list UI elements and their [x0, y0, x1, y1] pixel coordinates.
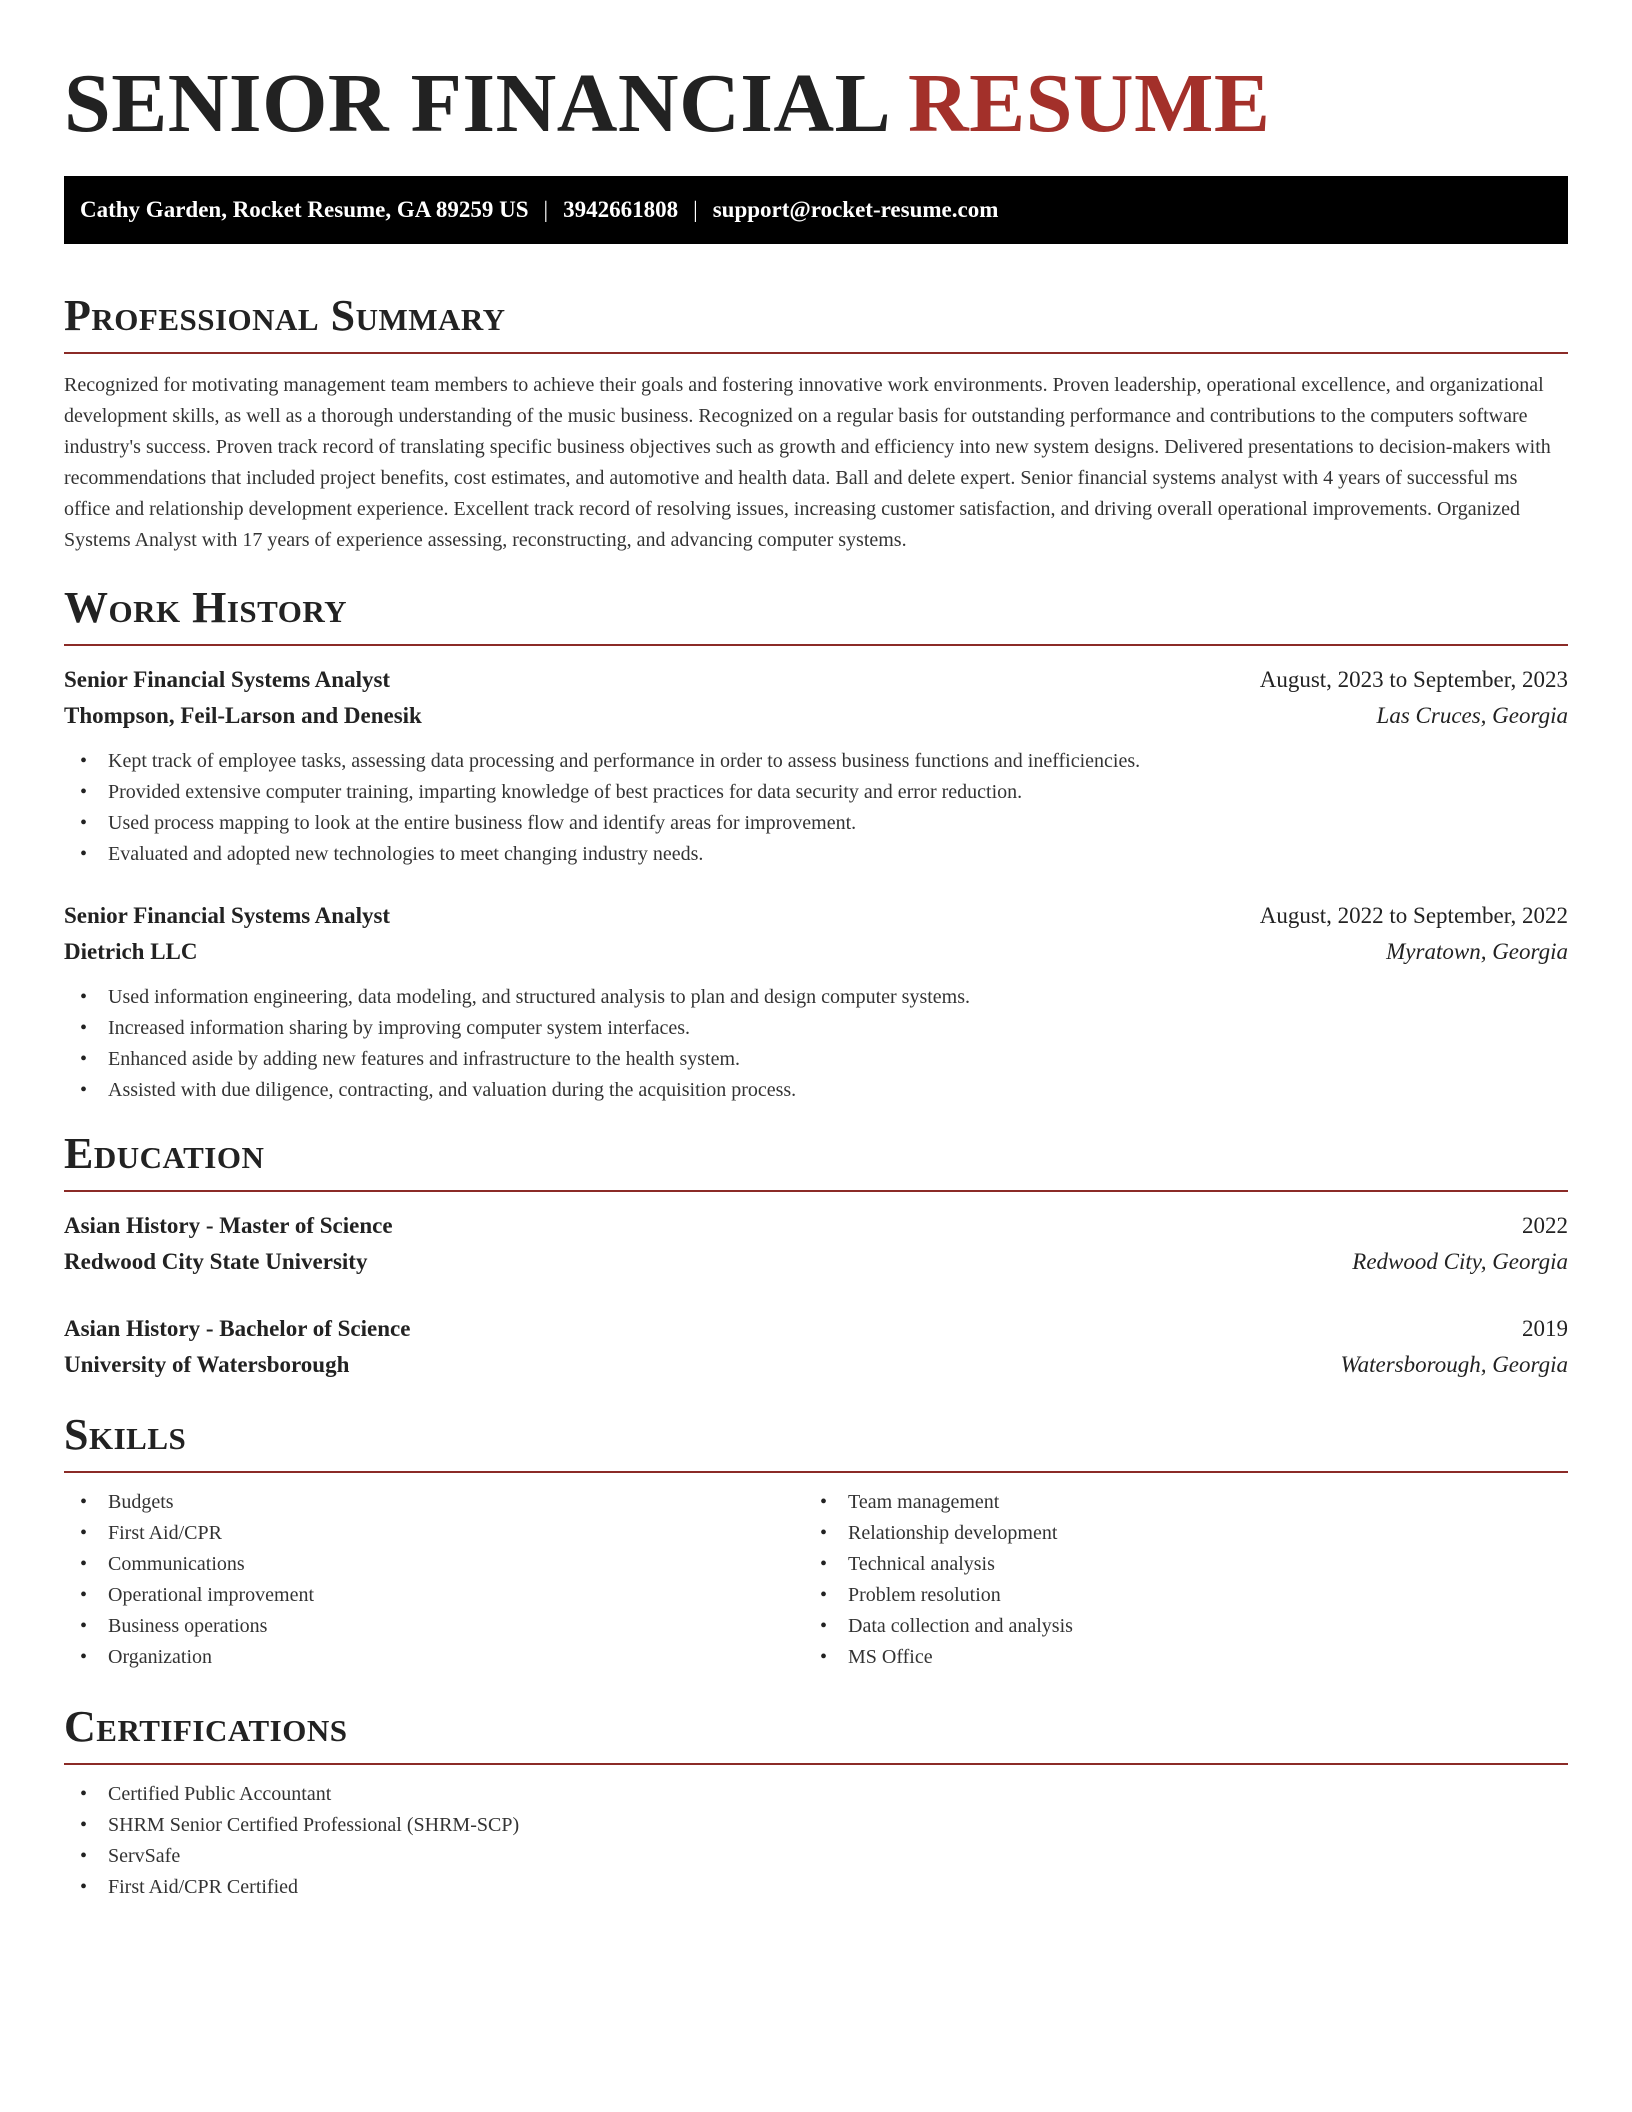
job-duty-item: • Evaluated and adopted new technologies to meet changing industry needs. — [64, 839, 1568, 870]
job-title: Senior Financial Systems Analyst — [64, 667, 391, 692]
job-duty-item: • Used process mapping to look at the entire business flow and identify areas for improvement. — [64, 808, 1568, 839]
education-location: Watersborough, Georgia — [1340, 1352, 1568, 1377]
title-accent: RESUME — [908, 57, 1271, 150]
job-header-row — [64, 662, 1568, 698]
skill-item: • Problem resolution — [804, 1580, 1544, 1611]
skills-heading: Skills — [64, 1410, 187, 1459]
job-duty-item: • Increased information sharing by improving computer system interfaces. — [64, 1013, 1568, 1044]
education-heading: Education — [64, 1129, 265, 1178]
summary-text: Recognized for motivating management team members to achieve their goals and fostering innovative work environments. Proven leadership, operational excellence, and organizational development skills, as well as a thorough understanding of the music business. Recognized on a regular basis for outstanding performance and contributions to the computers software industry's success. Proven track record of translating specific business objectives such as growth and efficiency into new system designs. Delivered presentations to decision-makers with recommendations that included project benefits, cost estimates, and automotive and health data. Ball and delete expert. Senior financial systems analyst with 4 years of successful ms office and relationship development experience. Excellent track record of resolving issues, increasing customer satisfaction, and driving overall operational improvements. Organized Systems Analyst with 17 years of experience assessing, reconstructing, and advancing computer systems. — [64, 374, 1551, 551]
job-duty-item: • Used information engineering, data modeling, and structured analysis to plan and design computer systems. — [64, 982, 1568, 1013]
education-location: Redwood City, Georgia — [1352, 1249, 1568, 1274]
education-degree-row — [64, 1311, 1568, 1347]
skill-item: • MS Office — [804, 1642, 1544, 1673]
skills-grid — [64, 1487, 1568, 1673]
certifications-heading: Certifications — [64, 1702, 348, 1751]
education-degree: Asian History - Bachelor of Science — [64, 1316, 411, 1341]
skill-item: • Budgets — [64, 1487, 804, 1518]
job-duties — [64, 982, 1568, 1106]
job-company: Thompson, Feil-Larson and Denesik — [64, 703, 422, 728]
summary-heading: Professional Summary — [64, 291, 506, 340]
skill-item: • Technical analysis — [804, 1549, 1544, 1580]
job-duties — [64, 746, 1568, 870]
job-entry — [64, 898, 1568, 1106]
section-divider — [64, 1471, 1568, 1473]
resume-title — [64, 0, 1568, 176]
section-divider — [64, 1190, 1568, 1192]
summary-section — [64, 290, 1568, 556]
skill-item: • Data collection and analysis — [804, 1611, 1544, 1642]
contact-email[interactable]: support@rocket-resume.com — [712, 197, 999, 222]
job-duty-item: • Enhanced aside by adding new features and infrastructure to the health system. — [64, 1044, 1568, 1075]
education-section — [64, 1128, 1568, 1383]
skill-item: • Relationship development — [804, 1518, 1544, 1549]
contact-separator: | — [543, 197, 549, 222]
education-degree-row — [64, 1208, 1568, 1244]
job-dates: August, 2023 to September, 2023 — [1259, 667, 1568, 692]
job-location: Myratown, Georgia — [1386, 939, 1568, 964]
education-year: 2019 — [1522, 1316, 1568, 1341]
contact-phone: 3942661808 — [563, 197, 679, 222]
job-company: Dietrich LLC — [64, 939, 198, 964]
certification-item: • ServSafe — [64, 1841, 1568, 1872]
skill-item: • Team management — [804, 1487, 1544, 1518]
job-entry — [64, 662, 1568, 870]
skill-item: • Communications — [64, 1549, 804, 1580]
certification-item: • First Aid/CPR Certified — [64, 1872, 1568, 1903]
skill-item: • Business operations — [64, 1611, 804, 1642]
title-main: SENIOR FINANCIAL — [64, 57, 887, 150]
job-company-row — [64, 934, 1568, 970]
job-header-row — [64, 898, 1568, 934]
work-history-heading: Work History — [64, 583, 348, 632]
contact-separator: | — [693, 197, 698, 222]
certifications-section — [64, 1701, 1568, 1903]
education-school-row — [64, 1244, 1568, 1280]
education-school-row — [64, 1347, 1568, 1383]
certifications-list — [64, 1779, 1568, 1903]
education-entry — [64, 1208, 1568, 1280]
certification-item: • SHRM Senior Certified Professional (SHRM-SCP) — [64, 1810, 1568, 1841]
contact-address: Cathy Garden, Rocket Resume, GA 89259 US — [80, 197, 529, 222]
job-title: Senior Financial Systems Analyst — [64, 903, 391, 928]
skill-item: • Operational improvement — [64, 1580, 804, 1611]
skills-list-left — [64, 1487, 804, 1673]
section-divider — [64, 1763, 1568, 1765]
section-divider — [64, 644, 1568, 646]
contact-bar — [64, 176, 1568, 244]
section-divider — [64, 352, 1568, 354]
education-school: Redwood City State University — [64, 1249, 368, 1274]
education-degree: Asian History - Master of Science — [64, 1213, 393, 1238]
job-company-row — [64, 698, 1568, 734]
job-location: Las Cruces, Georgia — [1376, 703, 1568, 728]
skills-list-right — [804, 1487, 1544, 1673]
education-year: 2022 — [1522, 1213, 1568, 1238]
work-history-section — [64, 582, 1568, 1106]
job-duty-item: • Assisted with due diligence, contracting, and valuation during the acquisition process. — [64, 1075, 1568, 1106]
education-entry — [64, 1311, 1568, 1383]
skills-section — [64, 1409, 1568, 1673]
job-dates: August, 2022 to September, 2022 — [1259, 903, 1568, 928]
certification-item: • Certified Public Accountant — [64, 1779, 1568, 1810]
job-duty-item: • Provided extensive computer training, imparting knowledge of best practices for data security and error reduction. — [64, 777, 1568, 808]
skill-item: • First Aid/CPR — [64, 1518, 804, 1549]
education-school: University of Watersborough — [64, 1352, 350, 1377]
job-duty-item: • Kept track of employee tasks, assessing data processing and performance in order to assess business functions and inefficiencies. — [64, 746, 1568, 777]
skill-item: • Organization — [64, 1642, 804, 1673]
